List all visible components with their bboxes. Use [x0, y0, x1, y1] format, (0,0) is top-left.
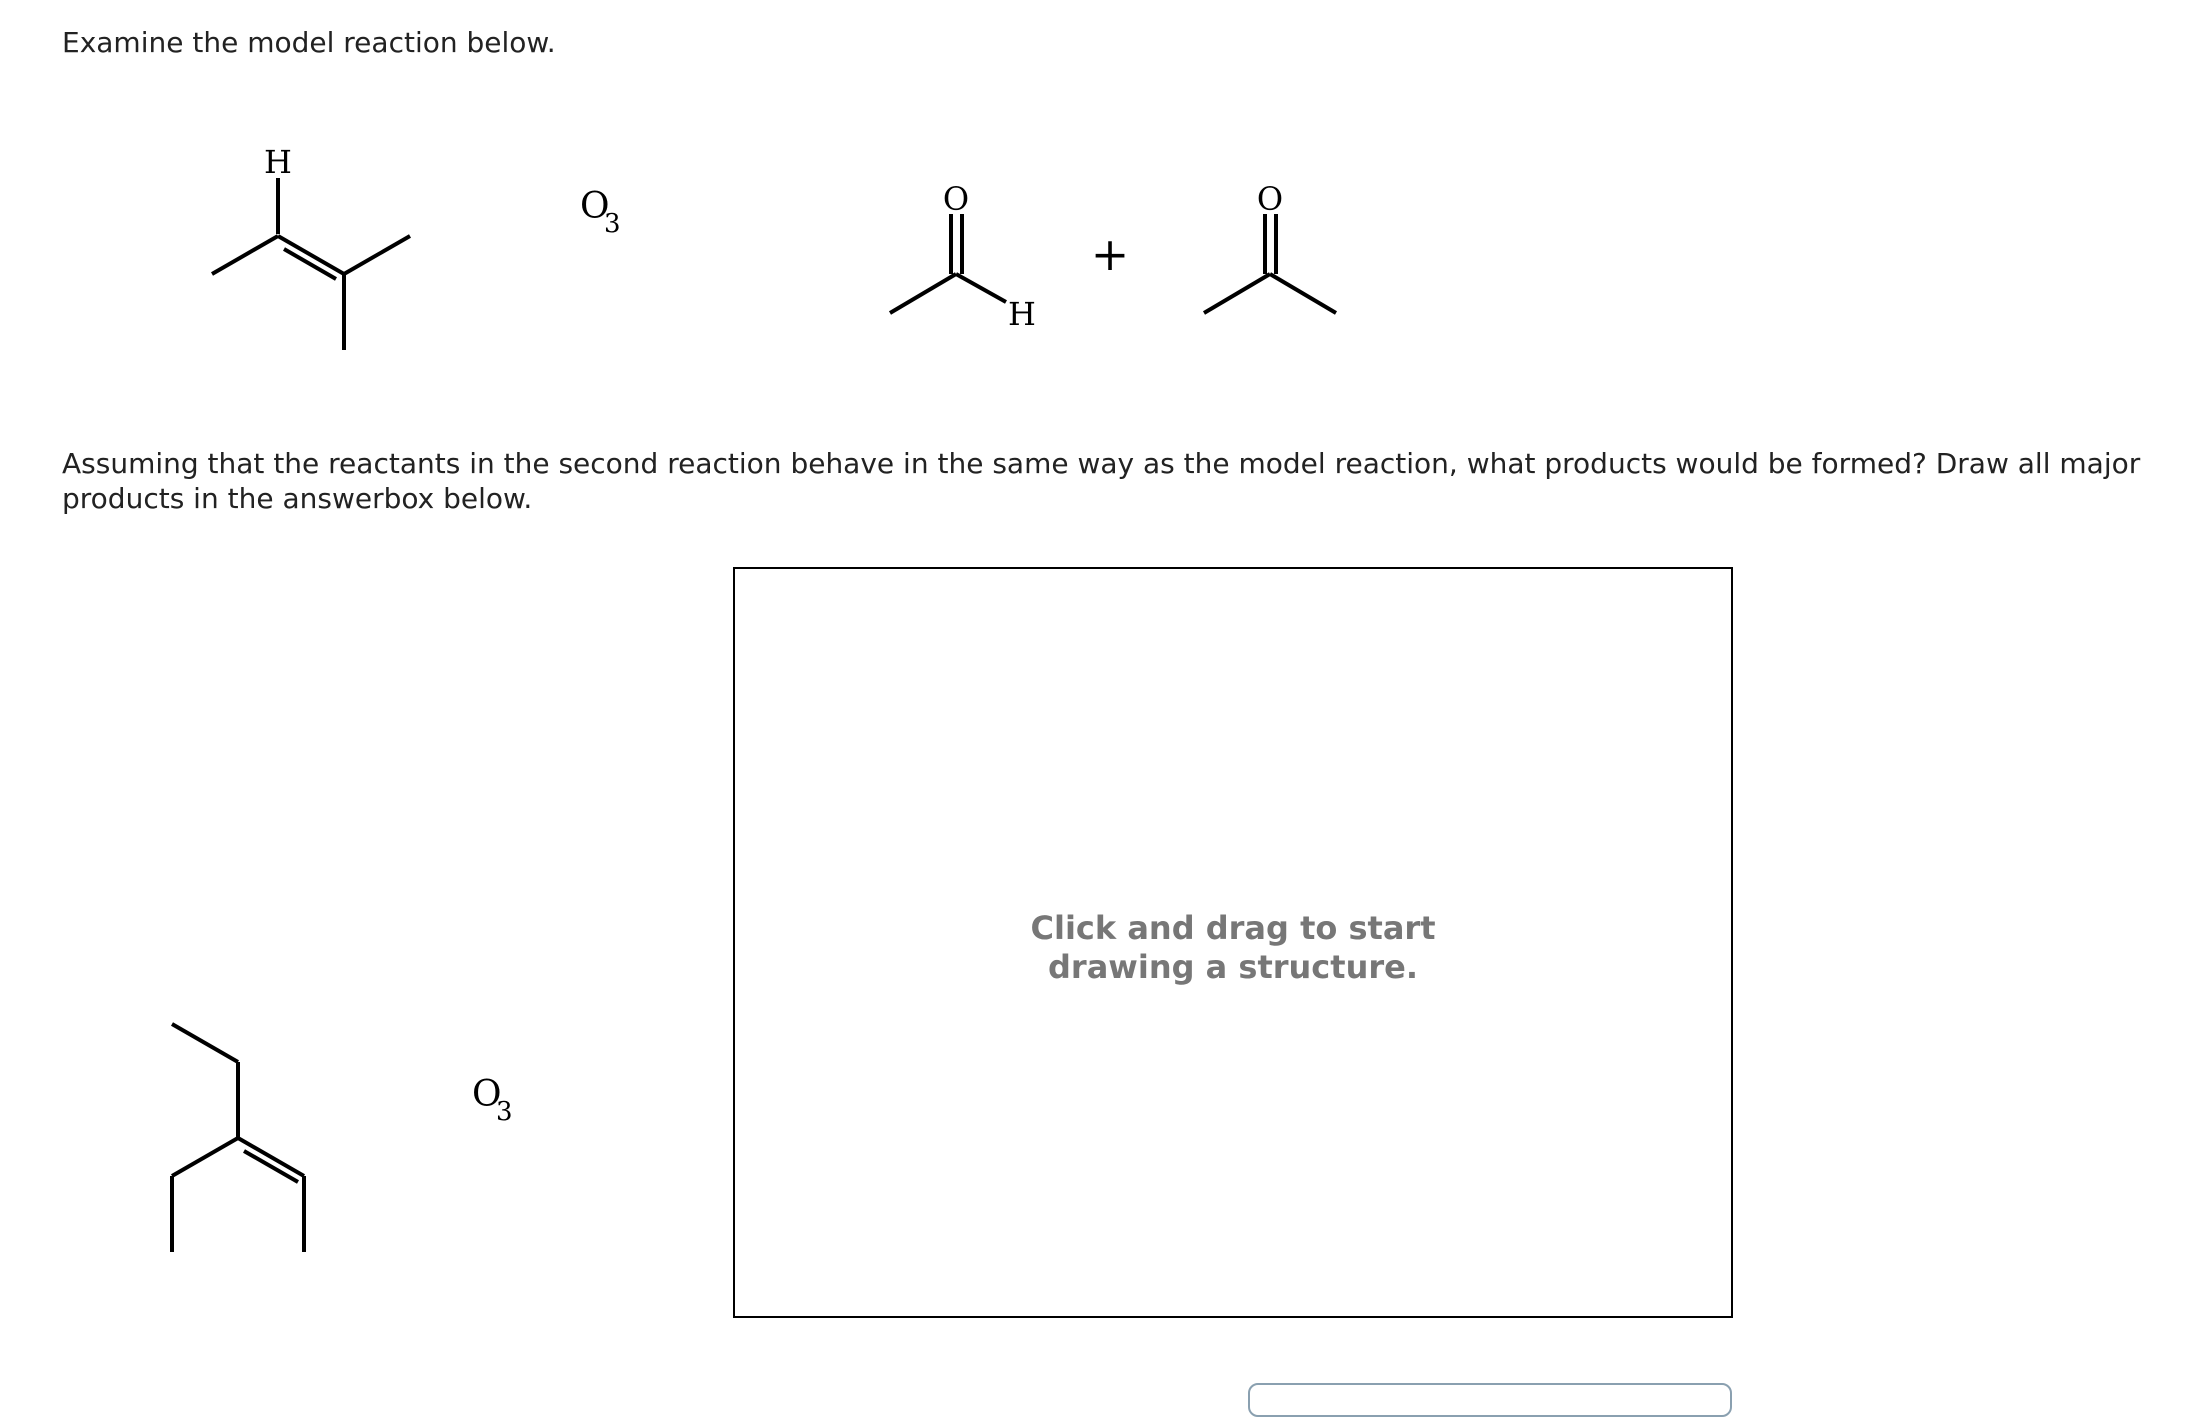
ozone-label: O	[472, 1074, 502, 1115]
model-product-2-structure	[1204, 180, 1336, 313]
hydrogen-label: H	[264, 143, 292, 181]
ozone-subscript: 3	[604, 209, 621, 239]
second-reagent	[472, 1074, 513, 1127]
ozone-subscript: 3	[496, 1097, 513, 1127]
bond	[238, 1138, 304, 1176]
plus-sign: +	[1090, 227, 1130, 281]
bond	[956, 274, 1006, 302]
oxygen-label: O	[1256, 180, 1284, 218]
model-reaction-scheme	[0, 0, 2188, 380]
bond	[1270, 274, 1336, 313]
structure-drawing-answerbox[interactable]	[733, 567, 1733, 1318]
model-product-1-structure	[890, 180, 1036, 333]
bond	[172, 1138, 238, 1176]
model-reagent	[580, 186, 621, 239]
oxygen-label: O	[942, 180, 970, 218]
ozone-label: O	[580, 186, 610, 227]
instruction-examine: Examine the model reaction below.	[62, 26, 556, 59]
bond	[172, 1024, 238, 1062]
bond	[1204, 274, 1270, 313]
bond	[278, 236, 344, 274]
instruction-second-reaction: Assuming that the reactants in the second reaction behave in the same way as the model reaction, what products would be formed? Draw all major products in the answerbox below.	[62, 447, 2141, 515]
hydrogen-label: H	[1008, 295, 1036, 333]
model-reactant-structure	[212, 143, 410, 350]
second-reaction-scheme	[0, 1000, 700, 1340]
action-button[interactable]	[1248, 1383, 1732, 1417]
bond	[212, 236, 278, 274]
bond	[344, 236, 410, 274]
second-reactant-structure	[172, 1024, 304, 1252]
drawing-hint: Click and drag to start drawing a structure.	[1030, 909, 1436, 986]
bond	[890, 274, 956, 313]
